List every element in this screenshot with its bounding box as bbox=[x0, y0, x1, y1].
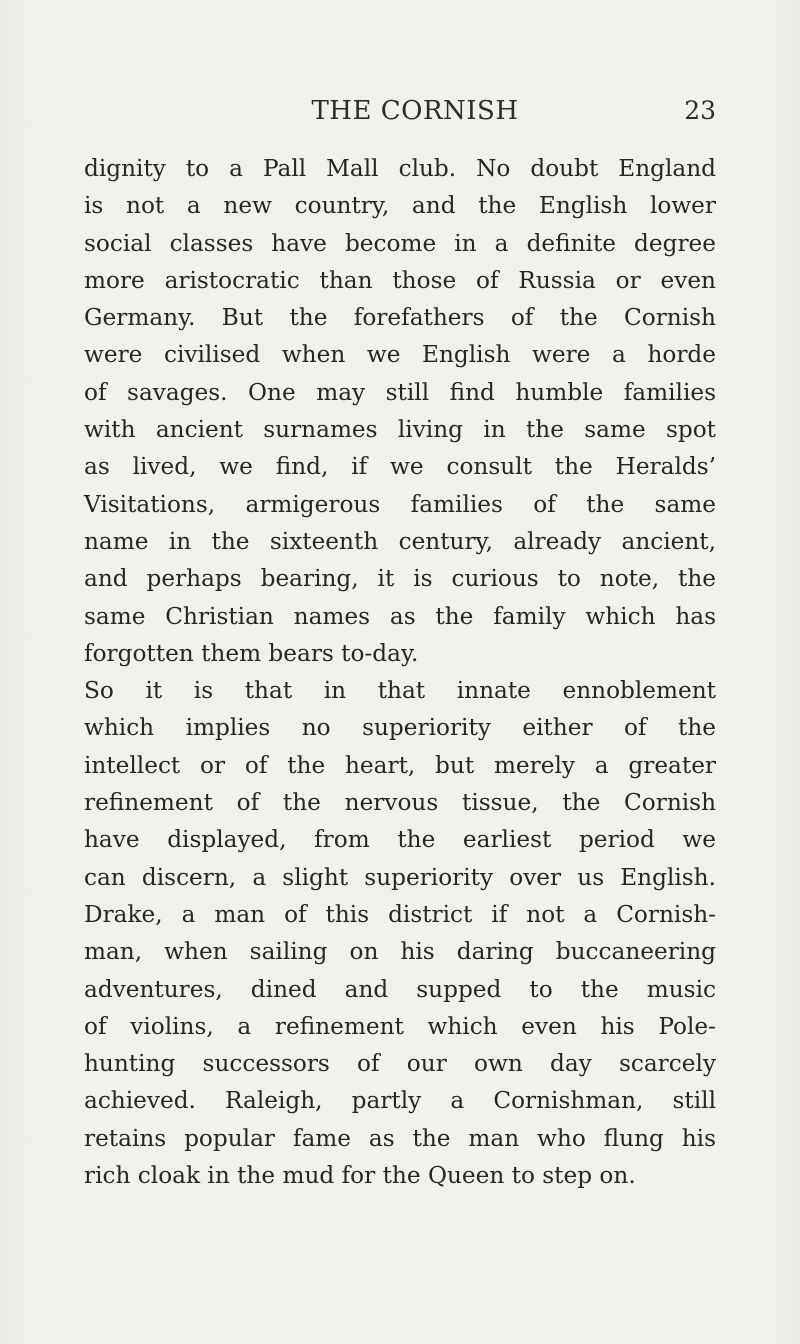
running-title: THE CORNISH bbox=[311, 96, 519, 126]
text-line: social classes have become in a definite degree bbox=[84, 229, 716, 257]
text-line: Visitations, armigerous families of the same bbox=[84, 490, 716, 518]
text-line: Germany. But the forefathers of the Cornish bbox=[84, 304, 716, 332]
text-line: achieved. Raleigh, partly a Cornishman, still bbox=[84, 1087, 716, 1115]
text-line: have displayed, from the earliest period we bbox=[84, 826, 716, 854]
text-line: same Christian names as the family which has bbox=[84, 602, 716, 630]
body-text bbox=[84, 150, 716, 1194]
text-line: which implies no superiority either of the bbox=[84, 714, 716, 742]
text-line: were civilised when we English were a horde bbox=[84, 341, 716, 369]
text-line: with ancient surnames living in the same spot bbox=[84, 416, 716, 444]
text-line: of savages. One may still find humble families bbox=[84, 378, 716, 406]
text-line: name in the sixteenth century, already ancient, bbox=[84, 527, 716, 555]
text-line: is not a new country, and the English lower bbox=[84, 192, 716, 220]
text-line: retains popular fame as the man who flung his bbox=[84, 1124, 716, 1152]
paragraph-start-line: So it is that in that innate ennoblement bbox=[84, 677, 716, 705]
text-line: refinement of the nervous tissue, the Cornish bbox=[84, 789, 716, 817]
text-line: man, when sailing on his daring buccaneering bbox=[84, 938, 716, 966]
text-line: intellect or of the heart, but merely a greater bbox=[84, 751, 716, 779]
text-line: Drake, a man of this district if not a Cornish- bbox=[84, 900, 716, 928]
text-line: dignity to a Pall Mall club. No doubt England bbox=[84, 155, 716, 182]
paragraph-end-line: rich cloak in the mud for the Queen to step on. bbox=[84, 1162, 636, 1190]
text-line: more aristocratic than those of Russia or even bbox=[84, 266, 716, 294]
text-line: hunting successors of our own day scarcely bbox=[84, 1050, 716, 1078]
text-line: adventures, dined and supped to the music bbox=[84, 975, 716, 1003]
page-number: 23 bbox=[684, 96, 716, 125]
text-line: can discern, a slight superiority over us English. bbox=[84, 863, 716, 891]
text-line: of violins, a refinement which even his Pole- bbox=[84, 1012, 716, 1040]
paragraph-end-line: forgotten them bears to-day. bbox=[84, 639, 419, 667]
running-head bbox=[84, 96, 716, 136]
text-line: as lived, we find, if we consult the Heralds’ bbox=[84, 453, 716, 481]
text-line: and perhaps bearing, it is curious to note, the bbox=[84, 565, 716, 593]
